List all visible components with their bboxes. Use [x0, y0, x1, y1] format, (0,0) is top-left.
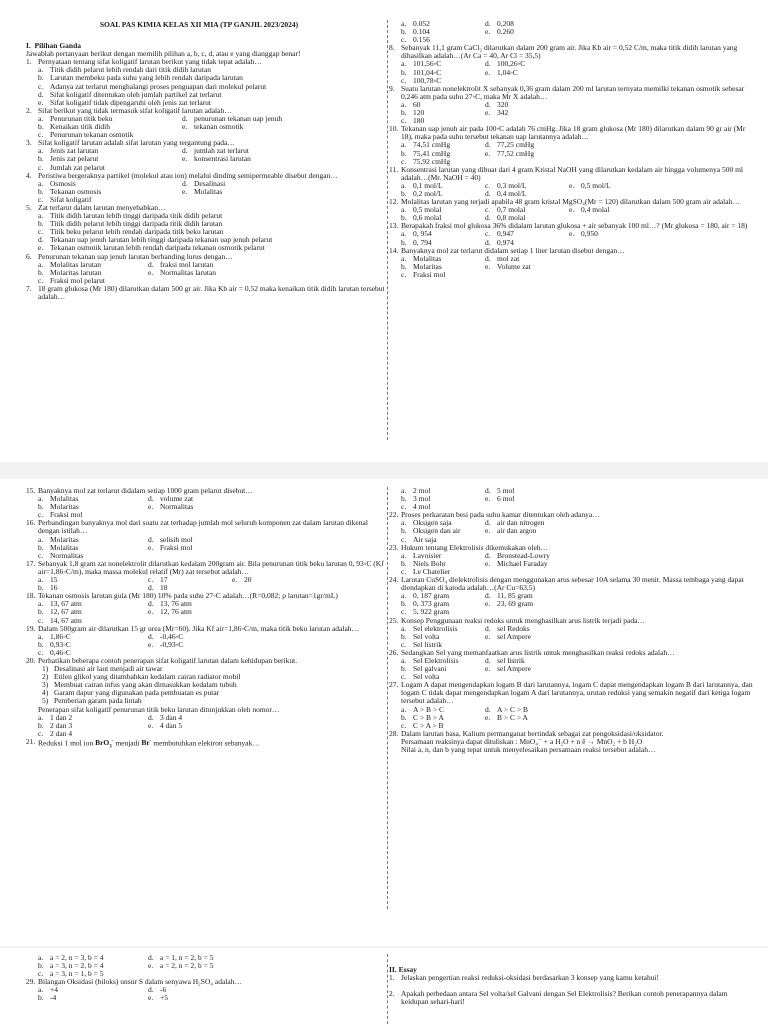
- option-26e[interactable]: e. sel Ampere: [485, 664, 531, 674]
- option-23b[interactable]: b. Niels Bohr: [401, 558, 446, 568]
- option-25e[interactable]: e. sel Ampere: [485, 631, 531, 641]
- option-22b[interactable]: b. Oksigen dan air: [401, 526, 461, 536]
- option-15a[interactable]: a. Molalitas: [38, 494, 79, 504]
- option-18b[interactable]: b. 12, 67 atm: [38, 607, 82, 617]
- option-29a[interactable]: a. +4: [38, 985, 58, 995]
- option-17e[interactable]: e. 20: [232, 575, 252, 585]
- option-24e[interactable]: e. 23, 69 gram: [485, 599, 534, 609]
- right-column: [389, 20, 754, 279]
- option-27d[interactable]: d. A > C > B: [485, 704, 528, 714]
- option-17a[interactable]: a. 15: [38, 575, 58, 585]
- option-21e[interactable]: e. 6 mol: [485, 494, 515, 504]
- option-6d[interactable]: d. fraksi mol larutan: [148, 259, 214, 269]
- option-3a[interactable]: a. Jenis zat larutan: [38, 146, 99, 156]
- option-29e[interactable]: e. +5: [148, 993, 168, 1003]
- sheet-1: [0, 0, 768, 462]
- option-19d[interactable]: d. -0,46◦C: [148, 631, 184, 641]
- option-19b[interactable]: b. 0,93◦C: [38, 639, 71, 649]
- option-4d[interactable]: d. Desalinasi: [182, 178, 226, 188]
- left-column: [26, 487, 386, 752]
- option-9b[interactable]: b. 120: [401, 108, 425, 118]
- option-12c[interactable]: c. 0,7 molal: [485, 205, 526, 215]
- option-26b[interactable]: b. Sel galvani: [401, 664, 447, 674]
- option-10c[interactable]: c. 75,92 cmHg: [401, 156, 451, 166]
- essay-question-1: 1. Jelaskan pengertian reaksi reduksi-oksidasi berdasarkan 3 konsep yang kamu ketahui!: [389, 973, 660, 983]
- question-2: 2. Sifat berikut yang tidak termasuk sifat koligatif larutan adalah…: [26, 105, 232, 115]
- option-8a[interactable]: a. 101,56◦C: [401, 59, 442, 69]
- option-13e[interactable]: e. 0,950: [569, 229, 598, 239]
- option-14c[interactable]: c. Fraksi mol: [401, 269, 446, 279]
- option-10b[interactable]: b. 75,41 cmHg: [401, 148, 451, 158]
- option-9a[interactable]: a. 60: [401, 99, 421, 109]
- left-column: [26, 21, 386, 301]
- option-8c[interactable]: c. 100,78◦C: [401, 75, 442, 85]
- question-21: 21. Reduksi 1 mol ion BrO$_3$- menjadi Br- membutuhkan elektron sebanyak…: [26, 736, 260, 750]
- option-25d[interactable]: d. sel Redoks: [485, 623, 530, 633]
- question-9: 9. Suatu larutan nonelektrolit X sebanyak 0,36 gram dalam 200 ml larutan ternyata memilki tekanan osmotik sebesar 0,246 atm pada suhu 27◦C, maka Mr X adalah…: [389, 83, 745, 101]
- option-7e[interactable]: e. 0.260: [485, 27, 514, 37]
- question-26: 26. Sedangkan Sel yang memanfaatkan arus listrik untuk menghasilkan reaksi redoks adalah…: [389, 647, 675, 657]
- option-10a[interactable]: a. 74,51 cmHg: [401, 140, 451, 150]
- option-20e[interactable]: e. 4 dan 5: [148, 720, 183, 730]
- option-11a[interactable]: a. 0,1 mol/L: [401, 180, 443, 190]
- page-gap: [0, 462, 768, 479]
- option-18c[interactable]: c. 14, 67 atm: [38, 615, 82, 625]
- option-4b[interactable]: b. Tekanan osmosis: [38, 186, 102, 196]
- right-column: [389, 487, 754, 754]
- option-20c[interactable]: c. 2 dan 4: [38, 728, 73, 738]
- option-22a[interactable]: a. Oksigen saja: [401, 518, 452, 528]
- option-3c[interactable]: c. Jumlah zat pelarut: [38, 162, 105, 172]
- question-3: 3. Sifat koligatif larutan adalah sifat larutan yang tergantung pada…: [26, 138, 235, 148]
- question-15: 15. Banyaknya mol zat terlarut didalam setiap 1000 gram pelarut disebut…: [26, 487, 253, 495]
- option-25a[interactable]: a. Sel elektrolisis: [401, 623, 458, 633]
- option-22d[interactable]: d. air dan nitrogen: [485, 518, 545, 528]
- question-10: 10. Tekanan uap jenuh air pada 100◦C adalah 76 cmHg. Jika 18 gram glukosa (Mr 180) dilarutkan dalam 90 gr air (Mr 18), maka pada suhu tersebut tekanan uap larutannya adalah…: [389, 124, 746, 142]
- question-17: 17. Sebanyak 1,8 gram zat nonelektrolit dilarutkan kedalam 200gram air. Bila penurunan titik beku larutan 0, 93◦C (Kf air=1,86◦C/m), maka massa molekul relatif (Mr) zat tersebut adalah…: [26, 558, 384, 576]
- option-23e[interactable]: e. Michael Faraday: [485, 558, 548, 568]
- option-11b[interactable]: b. 0,2 mol/L: [401, 188, 443, 198]
- option-18e[interactable]: e. 12, 76 atm: [148, 607, 192, 617]
- option-18a[interactable]: a. 13, 67 atm: [38, 599, 82, 609]
- question-28: 28. Dalam larutan basa, Kalium permanganat bertindak sebagai zat pengoksidasi/oksidator.: [389, 728, 664, 738]
- option-3e[interactable]: e. konsentrasi larutan: [182, 154, 251, 164]
- question-16: 16. Perbandingan banyaknya mol dari suatu zat terhadap jumlah mol seluruh komponen zat dalam larutan dikenal dengan istilah…: [26, 518, 368, 536]
- option-27c[interactable]: c. C > A > B: [401, 720, 444, 730]
- option-7b[interactable]: b. 0.104: [401, 27, 430, 37]
- option-23a[interactable]: a. Lavoisier: [401, 550, 442, 560]
- option-17d[interactable]: d. 18: [148, 583, 168, 593]
- question-27: 27. Logam A dapat mengendapkan logam B dari larutannya, logam C dapat mengendapkan logam B dari larutannya, dan logam C tidak dapat mengendapkan logam A dari larutannya, urutan reduksi yang semakin negatif dari ketiga logam tersebut adalah…: [389, 680, 753, 706]
- question-11: 11. Konsentrasi larutan yang dibuat dari 4 gram Kristal NaOH yang dilarutkan kedalam air hingga volumenya 500 ml adalah…(Mr. NaOH = 40): [389, 164, 743, 182]
- option-7c[interactable]: c. 0.156: [401, 35, 430, 45]
- question-6: 6. Penurunan tekanan uap jenuh larutan berbanding lurus dengan…: [26, 251, 233, 261]
- option-5e[interactable]: e. Tekanan osmotik larutan lebih rendah daripada tekanan osmotik pelarut: [38, 243, 265, 253]
- option-26c[interactable]: c. Sel volta: [401, 672, 440, 682]
- option-4e[interactable]: e. Molalitas: [182, 186, 223, 196]
- list-item: 2) Etilen glikol yang ditambahkan kedalam cairan radiator mobil: [42, 672, 241, 682]
- option-26a[interactable]: a. Sel Elektrolisis: [401, 655, 459, 665]
- option-6a[interactable]: a. Molalitas larutan: [38, 259, 102, 269]
- option-1b[interactable]: b. Larutan membeku pada suhu yang lebih rendah daripada larutan: [38, 73, 243, 83]
- option-3b[interactable]: b. Jenis zat pelarut: [38, 154, 99, 164]
- formula-bromate: BrO$_3$-: [95, 738, 114, 750]
- list-item: 4) Garam dapur yang digunakan pada pembuatan es putar: [42, 688, 220, 698]
- option-28c[interactable]: c. a = 3, n = 1, b = 5: [38, 969, 104, 979]
- question-19: 19. Dalam 500gram air dilarutkan 15 gr urea (Mr=60). Jika Kf air=1,86◦C/m, maka titik beku larutan adalah…: [26, 623, 360, 633]
- option-16c[interactable]: c. Normalitas: [38, 550, 84, 560]
- option-11c[interactable]: c. 0,3 mol/L: [485, 180, 527, 190]
- option-14d[interactable]: d. mol zat: [485, 253, 520, 263]
- column-divider: [387, 487, 388, 909]
- question-1: 1. Pernyataan tentang sifat koligatif larutan berikut yang tidak tepat adalah…: [26, 57, 262, 67]
- option-15c[interactable]: c. Fraksi mol: [38, 510, 83, 520]
- column-divider: [387, 20, 388, 440]
- option-8e[interactable]: e. 1,04◦C: [485, 67, 518, 77]
- section-title: I. Pilihan Ganda: [26, 41, 82, 51]
- option-1c[interactable]: c. Adanya zat terlarut menghalangi proses penguapan dari molekul pelarut: [38, 81, 267, 91]
- option-2a[interactable]: a. Penurunan titik beku: [38, 113, 113, 123]
- option-23c[interactable]: c. Le Chatelier: [401, 566, 451, 576]
- option-16b[interactable]: b. Molalitas: [38, 542, 79, 552]
- option-2b[interactable]: b. Kenaikan titik didih: [38, 122, 110, 132]
- option-5d[interactable]: d. Tekanan uap jenuh larutan lebih tinggi daripada tekanan uap jenuh pelarut: [38, 235, 273, 245]
- option-28b[interactable]: b. a = 3, n = 2, b = 4: [38, 961, 104, 971]
- option-20a[interactable]: a. 1 dan 2: [38, 712, 73, 722]
- option-4c[interactable]: c. Sifat koligatif: [38, 194, 92, 204]
- option-2d[interactable]: d. penurunan tekanan uap jenuh: [182, 113, 283, 123]
- option-6b[interactable]: b. Molaritas larutan: [38, 267, 102, 277]
- list-item: 5) Pemberian garam pada lintah: [42, 696, 142, 706]
- option-1a[interactable]: a. Titik didih pelarut lebih rendah dari titik didih larutan: [38, 65, 211, 75]
- question-4: 4. Peristiwa bergeraknya partikel (molekul atau ion) melalui dinding semipermeable disebut dengan…: [26, 170, 338, 180]
- option-20d[interactable]: d. 3 dan 4: [148, 712, 183, 722]
- option-10e[interactable]: e. 77,52 cmHg: [485, 148, 535, 158]
- option-3d[interactable]: d. jumlah zat terlarut: [182, 146, 249, 156]
- option-15e[interactable]: e. Normalitas: [148, 502, 194, 512]
- option-29b[interactable]: b. -4: [38, 993, 57, 1003]
- option-23d[interactable]: d. Bronstead-Lowry: [485, 550, 550, 560]
- option-13b[interactable]: b. 0, 794: [401, 237, 432, 247]
- question-18: 18. Tekanan osmosis larutan gula (Mr 180) 10% pada suhu 27◦C adalah…(R=0,082; ρ larutan=1gr/mL): [26, 591, 338, 601]
- option-1e[interactable]: e. Sifat koligatif tidak dipengaruhi oleh jenis zat terlarut: [38, 97, 211, 107]
- reaction-equation: Persamaan reaksinya dapat dituliskan : MnO₄⁻ + a H₂O + n ē → MnO₂ + b H₂O: [401, 736, 643, 746]
- formula-bromide: Br-: [141, 738, 152, 748]
- option-8d[interactable]: d. 100,26◦C: [485, 59, 526, 69]
- option-20b[interactable]: b. 2 dan 3: [38, 720, 73, 730]
- question-20-ask: Penerapan sifat koligatif penurunan titik beku larutan ditunjukkan oleh nomor…: [38, 704, 280, 714]
- question-29: 29. Bilangan Oksidasi (biloks) unsur S dalam senyawa H₂SO₄ adalah…: [26, 977, 242, 987]
- option-15d[interactable]: d. volume zat: [148, 494, 194, 504]
- option-11d[interactable]: d. 0,4 mol/L: [485, 188, 527, 198]
- option-19e[interactable]: e. -0,93◦C: [148, 639, 184, 649]
- option-22c[interactable]: c. Air saja: [401, 534, 437, 544]
- option-5c[interactable]: c. Titik beku pelarut lebih rendah daripada titik beku larutan: [38, 227, 224, 237]
- option-21c[interactable]: c. 4 mol: [401, 502, 431, 512]
- option-16a[interactable]: a. Molaritas: [38, 534, 79, 544]
- list-item: 3) Membuat cairan infus yang akan dimasukkan kedalam tubuh: [42, 680, 237, 690]
- option-15b[interactable]: b. Molaritas: [38, 502, 79, 512]
- right-column: [389, 966, 754, 1006]
- option-29d[interactable]: d. -6: [148, 985, 167, 995]
- question-8: 8. Sebanyak 11,1 gram CaCl₂ dilarutkan dalam 200 gram air. Jika Kb air = 0,52 C/m, maka titik didih larutan yang dihasilkan adalah…(Ar Ca = 40, Ar Cl = 35,5): [389, 43, 738, 61]
- option-7a[interactable]: a. 0.052: [401, 20, 430, 28]
- question-7: 7. 18 gram glukosa (Mr 180) dilarutkan dalam 500 gr air. Jika Kb air = 0,52 maka kenaikan titik didih larutan tersebut adalah…: [26, 283, 385, 301]
- option-10d[interactable]: d. 77,25 cmHg: [485, 140, 535, 150]
- option-2e[interactable]: e. tekanan osmotik: [182, 122, 244, 132]
- sheet-3: [0, 948, 768, 1024]
- essay-question-2: 2. Apakah perbedaan antara Sel volta/sel Galvani dengan Sel Elektrolisis? Berikan contoh penerapannya dalam keidupan sehari-hari!: [389, 989, 728, 1007]
- option-27a[interactable]: a. A > B > C: [401, 704, 444, 714]
- option-16e[interactable]: e. Fraksi mol: [148, 542, 193, 552]
- instructions: Jawablah pertanyaan berikut dengan memilih pilihan a, b, c, d, atau e yang dianggap benar!: [26, 49, 301, 59]
- option-2c[interactable]: c. Penurunan tekanan osmotik: [38, 130, 134, 140]
- question-14: 14. Banyaknya mol zat terlarut didalam setiap 1 liter larutan disebut dengan…: [389, 245, 625, 255]
- left-column: [26, 954, 386, 1003]
- question-20: 20. Perhatikan beberapa contoh penerapan sifat koligatif larutan dalam kehidupan berikut.: [26, 655, 298, 665]
- option-24b[interactable]: b. 0, 373 gram: [401, 599, 450, 609]
- question-28-ask: Nilai a, n, dan b yang tepat untuk menyelesaikan persamaan reaksi tersebut adalah…: [401, 745, 656, 754]
- option-7d[interactable]: d. 0,208: [485, 20, 514, 28]
- option-25c[interactable]: c. Sel listrik: [401, 639, 442, 649]
- option-12b[interactable]: b. 0,6 molal: [401, 213, 442, 223]
- option-11e[interactable]: e. 0,5 mol/L: [569, 180, 611, 190]
- question-13: 13. Berapakah fraksi mol glukosa 36% didalam larutan glukosa + air sebanyak 100 ml…? (Mr glukosa = 180, air = 18): [389, 221, 748, 231]
- option-19a[interactable]: a. 1,86◦C: [38, 631, 71, 641]
- question-22: 22. Proses perkaratan besi pada suhu kamar ditentukan oleh adanya…: [389, 510, 600, 520]
- option-25b[interactable]: b. Sel volta: [401, 631, 440, 641]
- question-23: 23. Hukum tentang Elektrolisis dikemukakan oleh…: [389, 542, 549, 552]
- question-24: 24. Larutan CuSO₄ dielektrolisis dengan menggunakan arus sebesar 10A selama 30 menit. Massa tembaga yang dapat diendapkan di katoda adalah…(Ar Cu=63,5): [389, 575, 744, 593]
- option-13c[interactable]: c. 0,947: [485, 229, 514, 239]
- question-25: 25. Konsep Penggunaan reaksi redoks untuk menghasilkan arus listrik terjadi pada…: [389, 615, 645, 625]
- option-12d[interactable]: d. 0,8 molal: [485, 213, 526, 223]
- option-24c[interactable]: c. 5, 922 gram: [401, 607, 450, 617]
- option-1d[interactable]: d. Sifat koligatif ditentukan oleh jumlah partikel zat terlarut: [38, 89, 222, 99]
- option-19c[interactable]: c. 0,46◦C: [38, 647, 71, 657]
- sheet-2: [0, 479, 768, 946]
- essay-section-title: II. Essay: [389, 966, 417, 974]
- question-5: 5. Zat terlarut dalam larutan menyebabkan…: [26, 202, 166, 212]
- option-13a[interactable]: a. 0, 954: [401, 229, 432, 239]
- option-5a[interactable]: a. Titik didih larutan lebih tinggi daripada titik didih pelarut: [38, 211, 223, 221]
- option-21b[interactable]: b. 3 mol: [401, 494, 431, 504]
- option-13d[interactable]: d. 0,974: [485, 237, 514, 247]
- option-14b[interactable]: b. Molaritas: [401, 261, 442, 271]
- option-17c[interactable]: c. 17: [148, 575, 168, 585]
- option-21a[interactable]: a. 2 mol: [401, 487, 431, 495]
- option-17b[interactable]: b. 16: [38, 583, 58, 593]
- option-6c[interactable]: c. Fraksi mol pelarut: [38, 275, 105, 285]
- option-27e[interactable]: e. B > C > A: [485, 712, 528, 722]
- option-27b[interactable]: b. C > B > A: [401, 712, 444, 722]
- option-12e[interactable]: e. 0,4 molal: [569, 205, 610, 215]
- question-12: 12. Molalitas larutan yang terjadi apabila 48 gram kristal MgSO₄(Mr = 120) dilarutkan dalam 500 gram air adalah…: [389, 197, 740, 207]
- option-21d[interactable]: d. 5 mol: [485, 487, 515, 495]
- option-24d[interactable]: d. 11, 85 gram: [485, 591, 533, 601]
- option-22e[interactable]: e. air dan argon: [485, 526, 537, 536]
- option-28d[interactable]: d. a = 1, n = 2, b = 5: [148, 954, 214, 962]
- option-14e[interactable]: e. Volume zat: [485, 261, 531, 271]
- option-5b[interactable]: b. Titik didih pelarut lebih tinggi daripada titik didih larutan: [38, 219, 223, 229]
- exam-title: SOAL PAS KIMIA KELAS XII MIA (TP GANJIL 2023/2024): [99, 21, 299, 29]
- option-9e[interactable]: e. 342: [485, 108, 509, 118]
- option-18d[interactable]: d. 13, 76 atm: [148, 599, 192, 609]
- option-26d[interactable]: d. sel listrik: [485, 655, 525, 665]
- list-item: 1) Desalinasi air laut menjadi air tawar: [42, 664, 163, 674]
- option-16d[interactable]: d. selisih mol: [148, 534, 193, 544]
- option-28e[interactable]: e. a = 2, n = 2, b = 5: [148, 961, 214, 971]
- option-24a[interactable]: a. 0, 187 gram: [401, 591, 450, 601]
- option-9c[interactable]: c. 180: [401, 116, 425, 126]
- option-8b[interactable]: b. 101,04◦C: [401, 67, 442, 77]
- option-14a[interactable]: a. Molalitas: [401, 253, 442, 263]
- column-divider: [387, 954, 388, 1024]
- option-28a[interactable]: a. a = 2, n = 3, b = 4: [38, 954, 104, 962]
- option-6e[interactable]: e. Normalitas larutan: [148, 267, 217, 277]
- option-12a[interactable]: a. 0,5 molal: [401, 205, 442, 215]
- option-4a[interactable]: a. Osmosis: [38, 178, 76, 188]
- option-9d[interactable]: d. 320: [485, 99, 509, 109]
